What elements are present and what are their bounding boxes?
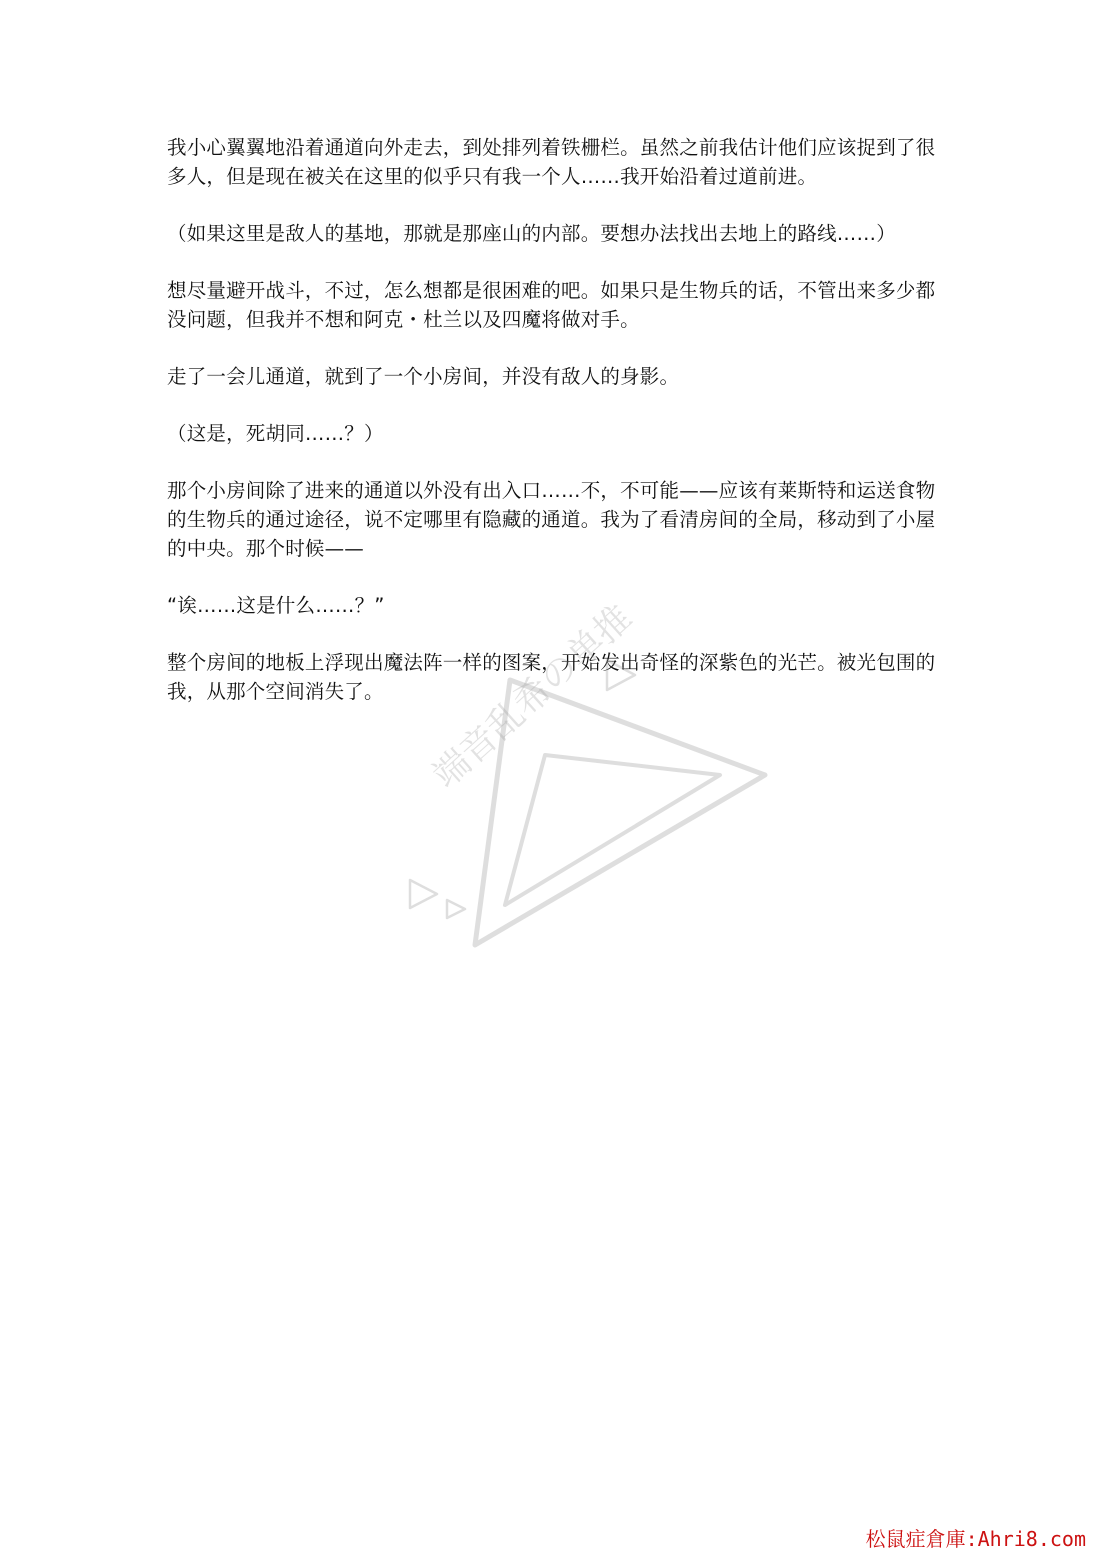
body-text xyxy=(167,133,937,734)
paragraph-7: “诶……这是什么……？” xyxy=(167,594,385,617)
paragraph-8: 整个房间的地板上浮现出魔法阵一样的图案，开始发出奇怪的深紫色的光芒。被光包围的我，从那个空间消失了。 xyxy=(167,651,936,703)
paragraph-4: 走了一会儿通道，就到了一个小房间，并没有敌人的身影。 xyxy=(167,365,680,388)
paragraph-6: 那个小房间除了进来的通道以外没有出入口……不，不可能——应该有莱斯特和运送食物的生物兵的通过途径，说不定哪里有隐藏的通道。我为了看清房间的全局，移动到了小屋的中央。那个时候—— xyxy=(167,479,936,560)
footer-site-link[interactable]: 松鼠症倉庫:Ahri8.com xyxy=(865,1527,1086,1551)
paragraph-2: （如果这里是敌人的基地，那就是那座山的内部。要想办法找出去地上的路线……） xyxy=(167,222,896,245)
paragraph-5: （这是，死胡同……？） xyxy=(167,422,384,445)
paragraph-3: 想尽量避开战斗，不过，怎么想都是很困难的吧。如果只是生物兵的话，不管出来多少都没问题，但我并不想和阿克・杜兰以及四魔将做对手。 xyxy=(167,279,936,331)
paragraph-1: 我小心翼翼地沿着通道向外走去，到处排列着铁栅栏。虽然之前我估计他们应该捉到了很多人，但是现在被关在这里的似乎只有我一个人……我开始沿着过道前进。 xyxy=(167,136,936,188)
watermark-text: 端音乱希の单推 xyxy=(425,597,641,797)
